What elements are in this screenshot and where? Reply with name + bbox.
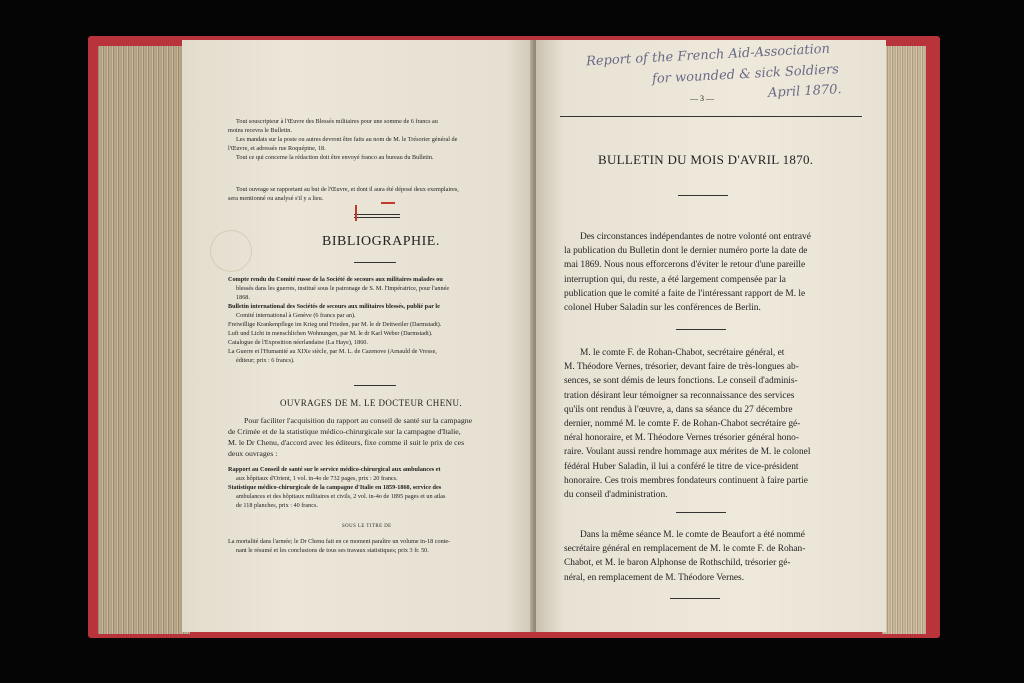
handwritten-note-line-2: for wounded & sick Soldiers bbox=[651, 62, 840, 87]
paragraph-2 bbox=[564, 346, 810, 502]
para3-line-3: Chabot, et M. le baron Alphonse de Rothschild, trésorier gé- bbox=[564, 558, 791, 569]
subscription-line-4: l'Œuvre, et adressés rue Roquépine, 18. bbox=[228, 145, 326, 152]
para2-rule bbox=[676, 512, 726, 513]
biblio-line-6: Freiwillige Krankenpflege im Krieg und Frieden, par M. le dr Dettweiler (Darmstadt). bbox=[228, 321, 442, 328]
bibliographie-title: BIBLIOGRAPHIE. bbox=[322, 234, 440, 249]
biblio-line-3: 1868. bbox=[236, 294, 250, 301]
right-page bbox=[536, 40, 886, 632]
para1-line-2: la publication du Bulletin dont le dernier numéro porte la date de bbox=[564, 246, 808, 257]
left-page bbox=[182, 40, 534, 632]
chenu-rule bbox=[354, 385, 396, 386]
sous-presse-label: SOUS LE TITRE DE bbox=[342, 524, 392, 529]
subscription-line-5: Tout ce qui concerne la rédaction doit être envoyé franco au bureau du Bulletin. bbox=[236, 154, 434, 161]
para2-line-3: sences, se sont démis de leurs fonctions. Le conseil d'adminis- bbox=[564, 376, 798, 387]
red-ink-mark bbox=[355, 205, 357, 221]
para1-line-4: interruption qui, du reste, a été largement compensée par la bbox=[564, 274, 786, 285]
separator-double-rule bbox=[354, 214, 400, 215]
mortalite-line-1: La mortalité dans l'armée; le Dr Chenu fait en ce moment paraître un volume in-18 conte- bbox=[228, 538, 451, 545]
biblio-line-5: Comité international à Genève (6 francs par an). bbox=[236, 312, 356, 319]
para3-rule bbox=[670, 598, 720, 599]
para2-line-4: tration désirant leur témoigner sa reconnaissance des services bbox=[564, 390, 795, 401]
para2-line-2: M. Théodore Vernes, trésorier, devant faire de très-longues ab- bbox=[564, 362, 799, 373]
chenu-item-line-1: Rapport au Conseil de santé sur le service médico-chirurgical aux ambulances et bbox=[228, 466, 441, 473]
page-edges-left bbox=[98, 46, 190, 634]
biblio-line-2: blessés dans les guerres, institué sous le patronage de S. M. l'Impératrice, pour l'année bbox=[236, 285, 450, 292]
ouvrage-note-line-2: sera mentionné ou analysé s'il y a lieu. bbox=[228, 195, 324, 202]
biblio-line-9: La Guerre et l'Humanité au XIXe siècle, par M. L. de Cazenove (Arnauld de Vresse, bbox=[228, 348, 437, 355]
biblio-line-1: Compte rendu du Comité russe de la Société de secours aux militaires malades ou bbox=[228, 276, 443, 283]
para1-rule bbox=[676, 329, 726, 330]
chenu-intro-line-4: deux ouvrages : bbox=[228, 449, 278, 458]
chenu-item-line-5: de 118 planches, prix : 40 francs. bbox=[236, 502, 318, 509]
para2-line-11: du conseil d'administration. bbox=[564, 490, 668, 501]
chenu-item-line-3: Statistique médico-chirurgicale de la campagne d'Italie en 1859-1860, service des bbox=[228, 484, 442, 491]
biblio-line-8: Catalogue de l'Exposition néerlandaise (La Haye), 1860. bbox=[228, 339, 368, 346]
biblio-line-10: éditeur; prix : 6 francs). bbox=[236, 357, 295, 364]
para3-line-4: néral, en remplacement de M. Théodore Vernes. bbox=[564, 572, 745, 583]
handwritten-note-line-1: Report of the French Aid-Association bbox=[585, 41, 831, 70]
chenu-item-line-2: aux hôpitaux d'Orient, 1 vol. in-4o de 732 pages, prix : 20 francs. bbox=[236, 475, 398, 482]
chenu-item-line-4: ambulances et des hôpitaux militaires et civils, 2 vol. in-4o de 1895 pages et un atlas bbox=[236, 493, 446, 500]
para3-line-1: Dans la même séance M. le comte de Beaufort a été nommé bbox=[580, 530, 805, 540]
header-rule bbox=[560, 116, 862, 117]
page-number: — 3 — bbox=[690, 94, 714, 103]
subscription-line-1: Tout souscripteur à l'Œuvre des Blessés militaires pour une somme de 6 francs au bbox=[236, 118, 438, 125]
chenu-intro-line-3: M. le Dr Chenu, d'accord avec les éditeurs, fixe comme il suit le prix de ces bbox=[228, 438, 465, 447]
paragraph-3 bbox=[564, 528, 805, 585]
biblio-line-7: Luft und Licht in menschlichen Wohnungen, par M. le dr Karl Weber (Darmstadt). bbox=[228, 330, 433, 337]
para2-line-6: dernier, nommé M. le comte F. de Rohan-Chabot secrétaire gé- bbox=[564, 419, 801, 430]
handwritten-note-line-3: April 1870. bbox=[767, 82, 842, 101]
chenu-intro-line-1: Pour faciliter l'acquisition du rapport au conseil de santé sur la campagne bbox=[244, 416, 473, 425]
para2-line-5: qu'ils ont rendus à l'œuvre, a, dans sa séance du 27 décembre bbox=[564, 404, 793, 415]
para2-line-9: fédéral Huber Saladin, il lui a conféré le titre de vice-président bbox=[564, 461, 799, 472]
separator-double-rule-2 bbox=[354, 217, 400, 218]
para2-line-10: honoraire. Ces trois membres fondateurs continuent à faire partie bbox=[564, 475, 808, 486]
page-edges-right bbox=[882, 46, 926, 634]
mortalite-line-2: nant le résumé et les conclusions de tous ses travaux statistiques; prix 3 fr. 50. bbox=[236, 547, 429, 554]
bulletin-title: BULLETIN DU MOIS D'AVRIL 1870. bbox=[598, 152, 814, 167]
para1-line-5: publication que le comité a faite de l'intéressant rapport de M. le bbox=[564, 288, 806, 299]
ouvrage-note-line-1: Tout ouvrage se rapportant au but de l'Œuvre, et dont il aura été déposé deux exemplaires, bbox=[236, 186, 459, 193]
chenu-title: OUVRAGES DE M. LE DOCTEUR CHENU. bbox=[280, 398, 463, 408]
para2-line-8: raire. Voulant aussi rendre hommage aux mérites de M. le colonel bbox=[564, 447, 811, 458]
para3-line-2: secrétaire général en remplacement de M. le comte F. de Rohan- bbox=[564, 544, 806, 555]
subscription-line-2: moins recevra le Bulletin. bbox=[228, 127, 292, 134]
para1-line-3: mai 1869. Nous nous efforcerons d'éviter le retour d'une pareille bbox=[564, 260, 806, 271]
para2-line-1: M. le comte F. de Rohan-Chabot, secrétaire général, et bbox=[580, 348, 785, 358]
bibliographie-rule bbox=[354, 262, 396, 263]
red-ink-dash bbox=[381, 202, 395, 204]
faded-stamp bbox=[210, 230, 252, 272]
para2-line-7: néral honoraire, et M. Théodore Vernes trésorier général hono- bbox=[564, 433, 799, 444]
subscription-line-3: Les mandats sur la poste ou autres devront être faits au nom de M. le Trésorier général de bbox=[236, 136, 458, 143]
paragraph-1 bbox=[564, 230, 811, 315]
biblio-line-4: Bulletin international des Sociétés de secours aux militaires blessés, publié par le bbox=[228, 303, 440, 310]
title-rule bbox=[678, 195, 728, 196]
para1-line-1: Des circonstances indépendantes de notre volonté ont entravé bbox=[580, 232, 811, 242]
chenu-intro-line-2: de Crimée et de la statistique médico-chirurgicale sur la campagne d'Italie, bbox=[228, 427, 461, 436]
para1-line-6: colonel Huber Saladin sur les conférences de Berlin. bbox=[564, 303, 761, 314]
